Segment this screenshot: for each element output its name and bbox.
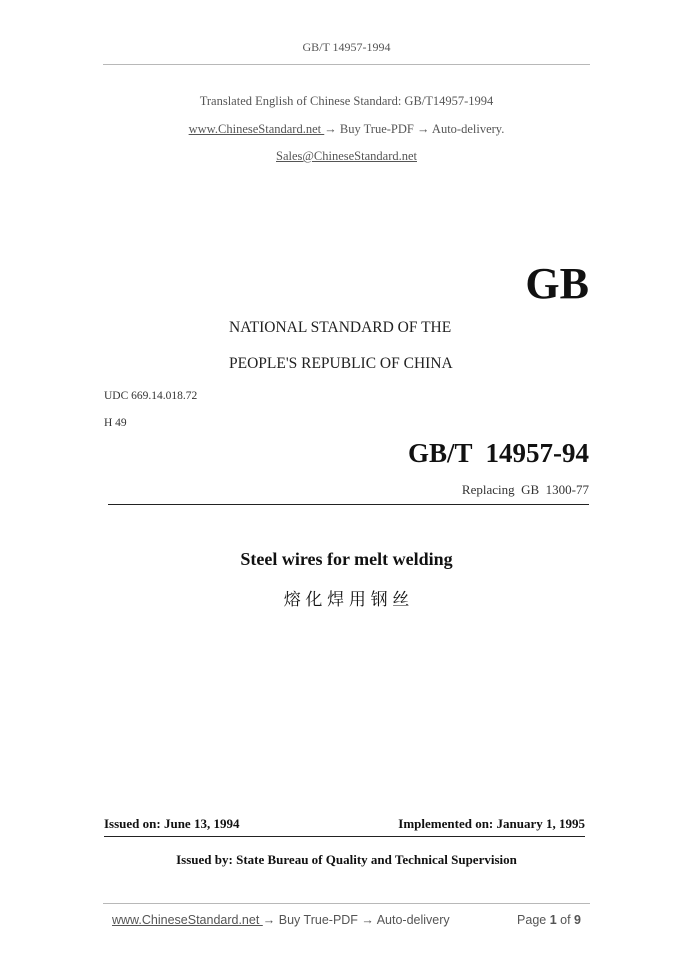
site-link[interactable]: www.ChineseStandard.net: [188, 122, 325, 136]
running-header: GB/T 14957-1994: [302, 40, 391, 54]
national-standard-line2: PEOPLE'S REPUBLIC OF CHINA: [229, 355, 453, 372]
page-label: Page: [517, 913, 550, 927]
dates-divider: [104, 836, 585, 837]
standard-number: GB/T 14957-94: [407, 438, 589, 468]
email-line: [0, 149, 693, 164]
footer-site-link[interactable]: www.ChineseStandard.net: [112, 913, 263, 927]
header-divider: [103, 64, 590, 65]
english-title: Steel wires for melt welding: [240, 549, 453, 569]
purchase-line: [0, 122, 693, 137]
translation-notice: Translated English of Chinese Standard: GB/T14957-1994: [199, 94, 494, 108]
arrow-icon: →: [417, 122, 430, 136]
arrow-icon: →: [324, 122, 337, 136]
email-link[interactable]: Sales@ChineseStandard.net: [276, 149, 417, 163]
chinese-title: 熔 化 焊 用 钢 丝: [283, 590, 410, 609]
udc-code: UDC 669.14.018.72: [104, 390, 198, 402]
page-indicator: [517, 913, 581, 927]
buy-text: Buy True-PDF: [336, 122, 417, 136]
national-standard-line1: NATIONAL STANDARD OF THE: [229, 319, 452, 336]
issued-on-date: Issued on: June 13, 1994: [104, 816, 240, 831]
arrow-icon: →: [262, 913, 276, 927]
issuing-authority: Issued by: State Bureau of Quality and Technical Supervision: [176, 852, 517, 867]
footer-purchase-line: [112, 913, 450, 927]
footer-divider: [103, 903, 590, 904]
replacing-note: Replacing GB 1300-77: [461, 482, 589, 497]
h-code: H 49: [104, 417, 127, 429]
page-number: 1: [549, 913, 557, 927]
gb-mark: GB: [525, 259, 589, 308]
page-total: 9: [574, 913, 581, 927]
footer-buy-text: Buy True-PDF: [275, 913, 362, 927]
footer-delivery-text: Auto-delivery: [373, 913, 450, 927]
number-divider: [108, 504, 589, 505]
of-label: of: [556, 913, 575, 927]
delivery-text: Auto-delivery.: [429, 122, 505, 136]
arrow-icon: →: [361, 913, 374, 927]
implemented-on-date: Implemented on: January 1, 1995: [398, 816, 585, 831]
